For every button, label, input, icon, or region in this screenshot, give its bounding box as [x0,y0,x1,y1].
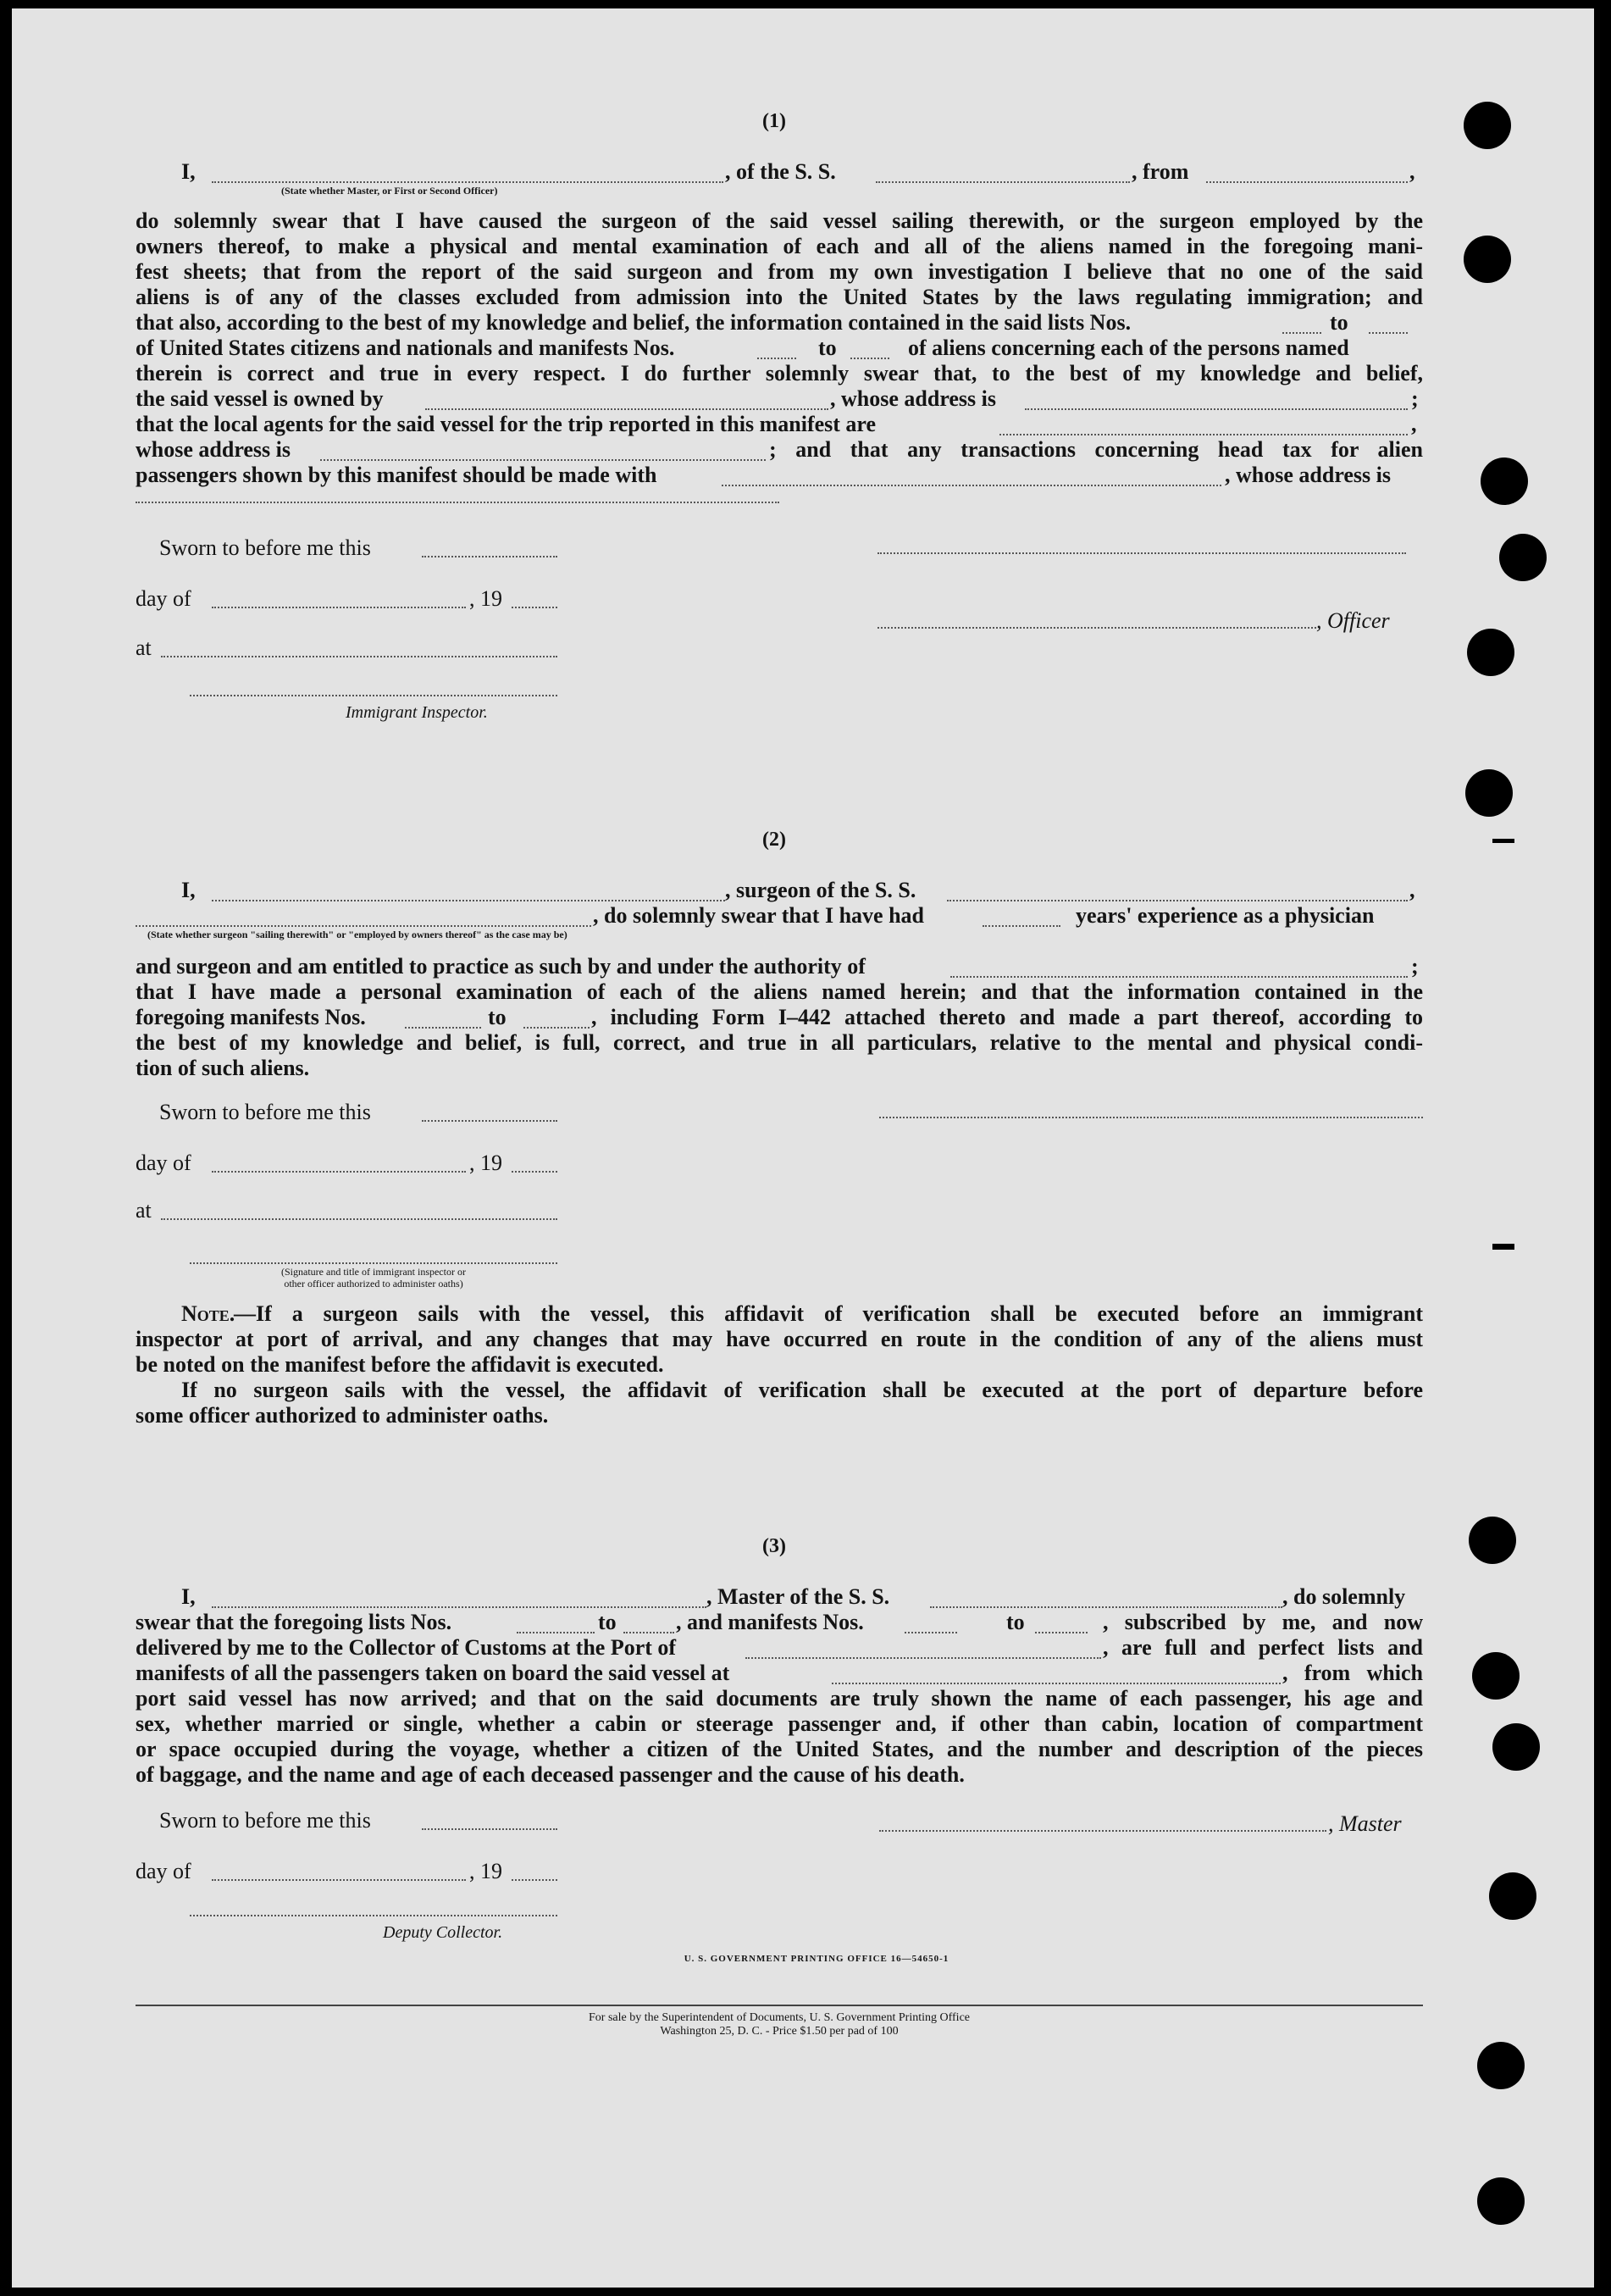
officer-name-field[interactable] [212,181,723,183]
manifests-to-field[interactable] [850,358,889,359]
at-label: at [136,635,152,660]
at-label: at [136,1198,152,1223]
sworn-date-field[interactable] [422,1120,557,1122]
day-of-field[interactable] [212,607,466,608]
day-of-label: day of [136,586,191,611]
deputy-caption: Deputy Collector. [383,1923,503,1942]
gpo-imprint: U. S. GOVERNMENT PRINTING OFFICE 16—54650-1 [684,1954,949,1964]
line-text: to [598,1610,617,1634]
line-text: I, [181,1584,196,1609]
administering-officer-signature-field[interactable] [190,1262,557,1264]
sworn-date-field[interactable] [422,1828,557,1830]
line-text: to [1006,1610,1025,1634]
signature-caption: (Signature and title of immigrant inspector or [281,1266,466,1278]
paragraph-line: ; and that any transactions concerning head tax for alien [769,437,1423,462]
year-field[interactable] [512,1171,557,1173]
line-text: , whose address is [830,386,997,411]
year-field[interactable] [512,607,557,608]
margin-mark [1492,839,1514,843]
paragraph-line: that I have made a personal examination of each of the aliens named herein; and that the information contained in the [136,979,1423,1004]
margin-mark [1492,1244,1514,1250]
vessel-name-field[interactable] [876,181,1130,183]
paragraph-line: , including Form I–442 attached thereto and made a part thereof, according to [591,1005,1423,1029]
line-text: , do solemnly [1282,1584,1406,1609]
day-of-field[interactable] [212,1879,466,1881]
sworn-label: Sworn to before me this [159,1808,371,1833]
line-text: to [1330,310,1348,335]
section-number: (2) [762,829,786,851]
binder-hole [1481,458,1528,505]
head-tax-address-field[interactable] [136,502,779,503]
surgeon-name-field[interactable] [212,900,725,901]
vessel-owner-field[interactable] [425,408,828,410]
paragraph-line: foregoing manifests Nos. [136,1005,366,1029]
years-experience-field[interactable] [983,925,1060,927]
note-label: Note. [181,1301,235,1326]
lists-from-field[interactable] [517,1632,595,1633]
binder-hole [1464,236,1511,283]
signature-field[interactable] [877,552,1406,554]
manifests-to-field[interactable] [523,1027,590,1029]
field-caption: (State whether surgeon "sailing therewith" or "employed by owners thereof" as the case may be) [147,929,567,940]
inspector-caption: Immigrant Inspector. [346,703,488,722]
binder-hole [1499,534,1547,581]
paragraph-line: that the local agents for the said vessel for the trip reported in this manifest are [136,412,877,436]
year-label: , 19 [469,1859,502,1883]
line-text: , [1409,159,1415,184]
at-field[interactable] [161,656,557,657]
surgeon-status-field[interactable] [136,925,591,927]
note-line: —If a surgeon sails with the vessel, this affidavit of verification shall be executed before an immigrant [234,1301,1423,1326]
binder-hole [1489,1872,1536,1920]
paragraph-line: , from which [1282,1661,1423,1685]
note-line: inspector at port of arrival, and any changes that may have occurred en route in the condition of any of the aliens must [136,1327,1423,1351]
authority-field[interactable] [950,976,1408,978]
line-text: I, [181,159,196,184]
line-text: , from [1132,159,1189,184]
paragraph-line: of baggage, and the name and age of each deceased passenger and the cause of his death. [136,1762,965,1787]
paragraph-line: port said vessel has now arrived; and that on the said documents are truly shown the name of each passenger, his age and [136,1686,1423,1711]
binder-hole [1464,102,1511,149]
sworn-label: Sworn to before me this [159,1100,371,1124]
binder-hole [1469,1517,1516,1564]
manifests-from-field[interactable] [405,1027,481,1029]
binder-hole [1467,629,1514,676]
footer-rule [136,2005,1423,2006]
paragraph-line: passengers shown by this manifest should be made with [136,463,657,487]
line-text: ; [1411,954,1419,979]
paragraph-line: , subscribed by me, and now [1103,1610,1423,1634]
paragraph-line: manifests of all the passengers taken on board the said vessel at [136,1661,730,1685]
binder-hole [1492,1723,1540,1771]
note-line: some officer authorized to administer oaths. [136,1403,549,1428]
note-line: If no surgeon sails with the vessel, the affidavit of verification shall be executed at the port of departure before [181,1378,1423,1402]
manifests-from-field[interactable] [757,358,796,359]
year-label: , 19 [469,586,502,611]
lists-from-field[interactable] [1282,332,1321,334]
paragraph-line: of United States citizens and nationals and manifests Nos. [136,336,675,360]
manifests-from-field[interactable] [905,1632,957,1633]
from-port-field[interactable] [1206,181,1408,183]
binder-hole [1477,2177,1525,2225]
line-text: I, [181,878,196,902]
line-text: , and manifests Nos. [676,1610,864,1634]
paragraph-line: do solemnly swear that I have caused the surgeon of the said vessel sailing therewith, or the surgeon employed by the [136,208,1423,233]
paragraph-line: owners thereof, to make a physical and mental examination of each and all of the aliens named in the foregoing mani- [136,234,1423,258]
paragraph-line: fest sheets; that from the report of the said surgeon and from my own investigation I believe that no one of the said [136,259,1423,284]
paragraph-line: the said vessel is owned by [136,386,384,411]
owner-address-field[interactable] [1025,408,1408,410]
deputy-collector-signature-field[interactable] [190,1915,557,1916]
section-number: (1) [762,110,786,132]
paragraph-line: sex, whether married or single, whether a cabin or steerage passenger and, if other than cabin, location of compartment [136,1711,1423,1736]
manifests-to-field[interactable] [1035,1632,1088,1633]
paragraph-line: swear that the foregoing lists Nos. [136,1610,452,1634]
paragraph-line: and surgeon and am entitled to practice as such by and under the authority of [136,954,866,979]
line-text: years' experience as a physician [1076,903,1375,928]
officer-label: , Officer [1316,608,1390,633]
lists-to-field[interactable] [623,1632,674,1633]
line-text: ; [1411,386,1419,411]
line-text: to [488,1005,507,1029]
surgeon-signature-field[interactable] [879,1117,1423,1118]
field-caption: (State whether Master, or First or Second Officer) [281,185,498,197]
master-signature-field[interactable] [879,1830,1326,1832]
line-text: , surgeon of the S. S. [725,878,916,902]
paragraph-line: aliens is of any of the classes excluded from admission into the United States by the laws regulating immigration; and [136,285,1423,309]
master-label: , Master [1328,1811,1402,1836]
at-field[interactable] [161,1218,557,1220]
form-page [12,8,1594,2288]
paragraph-line: , are full and perfect lists and [1103,1635,1423,1660]
day-of-label: day of [136,1151,191,1175]
day-of-field[interactable] [212,1171,466,1173]
vessel-name-field[interactable] [947,900,1408,901]
section-number: (3) [762,1535,786,1557]
port-field[interactable] [745,1657,1101,1659]
inspector-signature-field[interactable] [190,695,557,696]
binder-hole [1477,2042,1525,2089]
note-line: be noted on the manifest before the affidavit is executed. [136,1352,664,1377]
paragraph-line: the best of my knowledge and belief, is full, correct, and true in all particulars, relative to the mental and physical condi- [136,1030,1423,1055]
signature-caption: other officer authorized to administer oaths) [284,1278,463,1289]
head-tax-party-field[interactable] [722,485,1221,486]
line-text: , [1411,412,1417,436]
paragraph-line: of aliens concerning each of the persons named [908,336,1349,360]
line-text: , do solemnly swear that I have had [593,903,925,928]
sale-notice: Washington 25, D. C. - Price $1.50 per pad of 100 [660,2025,899,2038]
line-text: , whose address is [1225,463,1392,487]
day-of-label: day of [136,1859,191,1883]
agents-address-field[interactable] [320,459,766,461]
lists-to-field[interactable] [1369,332,1408,334]
paragraph-line: whose address is [136,437,291,462]
line-text: , of the S. S. [725,159,836,184]
paragraph-line: delivered by me to the Collector of Customs at the Port of [136,1635,677,1660]
paragraph-line: tion of such aliens. [136,1056,310,1080]
year-field[interactable] [512,1879,557,1881]
vessel-name-field[interactable] [930,1606,1282,1608]
local-agents-field[interactable] [999,434,1408,435]
embarkation-port-field[interactable] [832,1683,1281,1684]
paragraph-line: therein is correct and true in every respect. I do further solemnly swear that, to the best of my knowledge and belief, [136,361,1423,385]
binder-hole [1472,1652,1520,1700]
line-text: , [1409,878,1415,902]
line-text: , Master of the S. S. [706,1584,890,1609]
year-label: , 19 [469,1151,502,1175]
binder-hole [1465,769,1513,817]
sworn-label: Sworn to before me this [159,535,371,560]
paragraph-line: or space occupied during the voyage, whether a citizen of the United States, and the number and description of the pieces [136,1737,1423,1761]
master-name-field[interactable] [212,1606,706,1608]
sale-notice: For sale by the Superintendent of Documents, U. S. Government Printing Office [589,2011,970,2024]
officer-signature-field[interactable] [877,627,1316,629]
line-text: to [818,336,837,360]
sworn-date-field[interactable] [422,556,557,557]
paragraph-line: that also, according to the best of my knowledge and belief, the information contained in the said lists Nos. [136,310,1132,335]
